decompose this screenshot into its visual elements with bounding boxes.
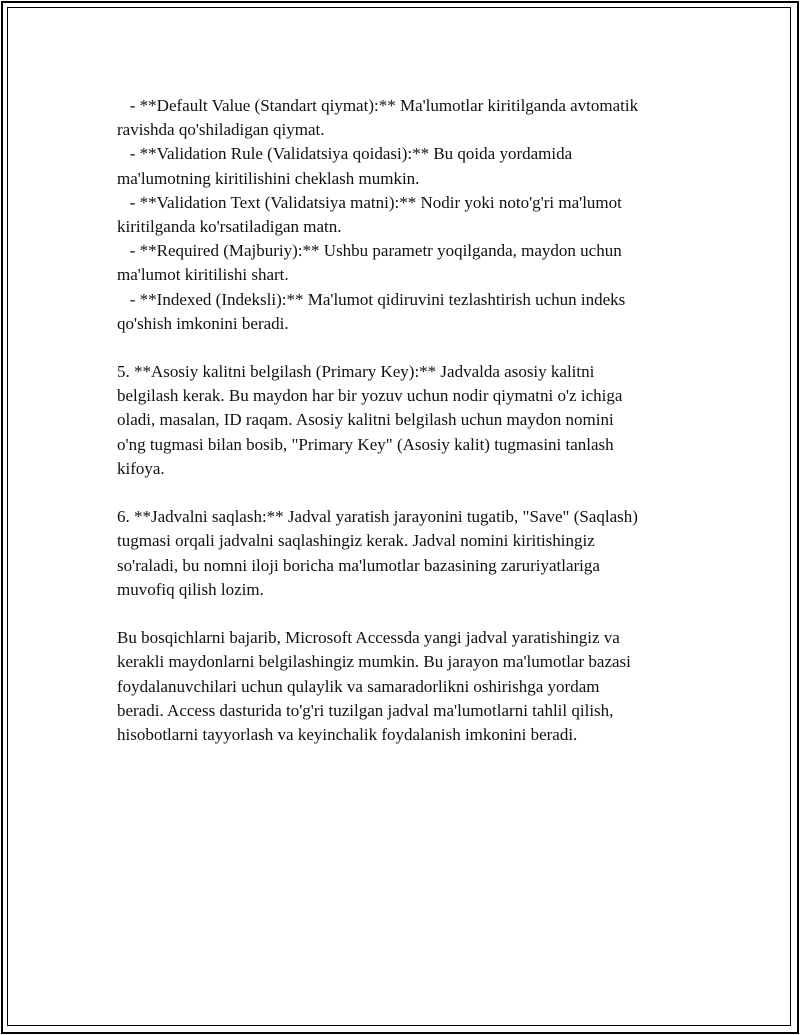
paragraph-gap	[117, 602, 697, 626]
text-line: ma'lumotning kiritilishini cheklash mumkin.	[117, 168, 420, 188]
text-line: - **Default Value (Standart qiymat):** Ma'lumotlar kiritilganda avtomatik	[117, 96, 639, 115]
text-line: qo'shish imkonini beradi.	[117, 313, 289, 333]
text-line: Bu bosqichlarni bajarib, Microsoft Accessda yangi jadval yaratishingiz va	[117, 628, 620, 648]
text-line: beradi. Access dasturida to'g'ri tuzilgan jadval ma'lumotlarni tahlil qilish,	[117, 700, 614, 720]
paragraph-gap	[117, 336, 697, 360]
text-line: - **Validation Rule (Validatsiya qoidasi):** Bu qoida yordamida	[117, 144, 573, 164]
text-line: kifoya.	[117, 458, 165, 478]
text-line: - **Validation Text (Validatsiya matni):** Nodir yoki noto'g'ri ma'lumot	[117, 192, 622, 212]
paragraph-gap	[117, 481, 697, 505]
text-line: oladi, masalan, ID raqam. Asosiy kalitni belgilash uchun maydon nomini	[117, 410, 614, 430]
text-line: so'raladi, bu nomni iloji boricha ma'lumotlar bazasining zaruriyatlariga	[117, 555, 600, 575]
document-body	[117, 94, 697, 747]
text-line: - **Required (Majburiy):** Ushbu parametr yoqilganda, maydon uchun	[117, 241, 622, 261]
text-line: o'ng tugmasi bilan bosib, "Primary Key" (Asosiy kalit) tugmasini tanlash	[117, 434, 614, 454]
text-line: hisobotlarni tayyorlash va keyinchalik foydalanish imkonini beradi.	[117, 724, 578, 744]
text-line: 6. **Jadvalni saqlash:** Jadval yaratish jarayonini tugatib, "Save" (Saqlash)	[117, 507, 638, 527]
text-line: 5. **Asosiy kalitni belgilash (Primary Key):** Jadvalda asosiy kalitni	[117, 362, 595, 382]
text-line: belgilash kerak. Bu maydon har bir yozuv uchun nodir qiymatni o'z ichiga	[117, 386, 623, 406]
text-line: ravishda qo'shiladigan qiymat.	[117, 120, 325, 140]
text-line: kerakli maydonlarni belgilashingiz mumkin. Bu jarayon ma'lumotlar bazasi	[117, 652, 631, 672]
text-line: foydalanuvchilari uchun qulaylik va samaradorlikni oshirishga yordam	[117, 676, 600, 696]
text-line: ma'lumot kiritilishi shart.	[117, 265, 289, 285]
text-line: - **Indexed (Indeksli):** Ma'lumot qidiruvini tezlashtirish uchun indeks	[117, 289, 626, 309]
text-line: kiritilganda ko'rsatiladigan matn.	[117, 216, 342, 236]
text-line: tugmasi orqali jadvalni saqlashingiz kerak. Jadval nomini kiritishingiz	[117, 531, 595, 551]
text-line: muvofiq qilish lozim.	[117, 579, 264, 599]
